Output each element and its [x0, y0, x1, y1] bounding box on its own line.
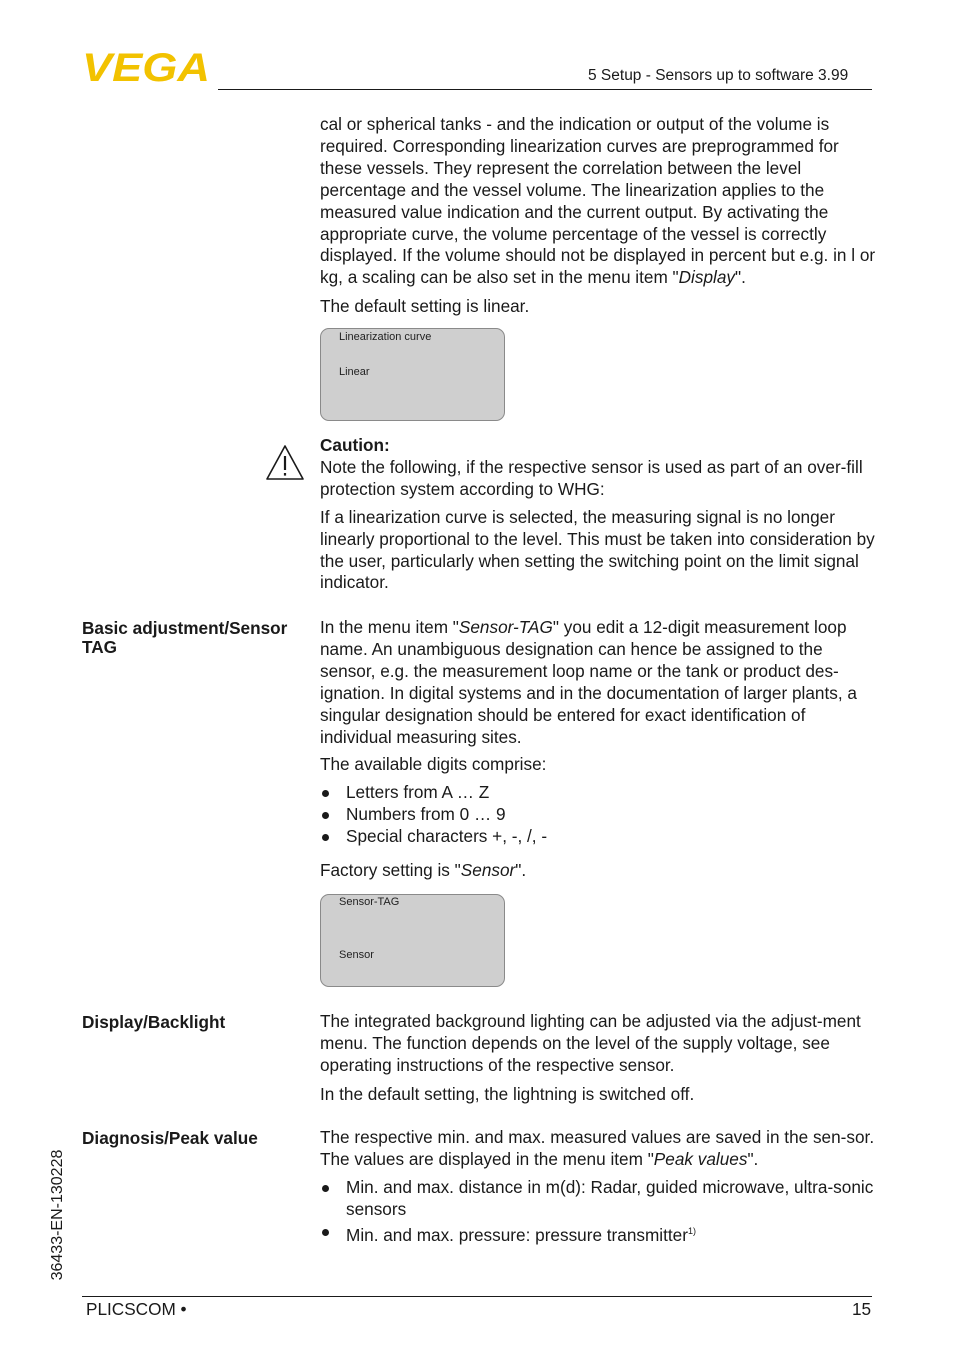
backlight-section	[320, 1011, 876, 1106]
display-value: Linear	[339, 366, 370, 378]
intro-paragraph: cal or spherical tanks - and the indication or output of the volume is required. Corresponding linearization curves are preprogrammed for these vessels. They represent the correlation between the level percentage and the vessel volume. The linearization applies to the measured value indication and the current output. By activating the appropriate curve, the volume percentage of the vessel is correctly displayed. If the volume should not be displayed in percent but e.g. in l or kg, a scaling can be also set in the menu item "Display".	[320, 114, 876, 288]
display-title: Sensor-TAG	[339, 896, 400, 908]
list-item: Min. and max. distance in m(d): Radar, guided microwave, ultra-sonic sensors	[320, 1177, 876, 1221]
linearization-display	[320, 328, 505, 421]
page-number: 15	[852, 1299, 872, 1319]
sensor-tag-heading: Basic adjustment/Sensor TAG	[82, 618, 288, 657]
document-number: 36433-EN-130228	[49, 1149, 66, 1281]
list-item: Numbers from 0 … 9	[320, 804, 876, 826]
peak-value-list	[320, 1177, 876, 1247]
peak-value-paragraph: The respective min. and max. measured values are saved in the sen-sor. The values are displayed in the menu item "Peak values".	[320, 1127, 875, 1169]
factory-setting-text: Factory setting is "Sensor".	[320, 860, 527, 881]
digits-intro: The available digits comprise:	[320, 754, 547, 775]
list-item: Letters from A … Z	[320, 782, 876, 804]
svg-text:VEGA: VEGA	[82, 50, 210, 84]
warning-triangle-icon	[265, 444, 305, 482]
section-title: 5 Setup - Sensors up to software 3.99	[588, 67, 849, 84]
list-item: Min. and max. pressure: pressure transmitter$^{1)}$	[320, 1221, 876, 1247]
default-setting-text: The default setting is linear.	[320, 296, 530, 317]
header-divider	[218, 89, 872, 90]
sensor-tag-display	[320, 894, 505, 987]
backlight-paragraph: The integrated background lighting can be adjusted via the adjust-ment menu. The function depends on the level of the supply voltage, see operating instructions of the respective sensor.	[320, 1011, 861, 1075]
footer-divider	[82, 1296, 872, 1297]
peak-value-section	[320, 1127, 876, 1247]
caution-heading: Caution:	[320, 435, 390, 455]
footnote-reference[interactable]: 1)	[687, 1225, 696, 1236]
backlight-default-text: In the default setting, the lightning is switched off.	[320, 1083, 695, 1104]
digits-list	[320, 782, 876, 848]
sensor-tag-section	[320, 617, 876, 882]
caution-paragraph-1: Note the following, if the respective sensor is used as part of an over-fill protection system according to WHG:	[320, 456, 863, 499]
display-title: Linearization curve	[339, 331, 432, 343]
list-item: Special characters +, -, /, -	[320, 826, 876, 848]
peak-value-heading: Diagnosis/Peak value	[82, 1128, 258, 1148]
product-name: PLICSCOM •	[86, 1299, 187, 1319]
intro-section	[320, 114, 876, 318]
display-value: Sensor	[339, 949, 374, 961]
caution-paragraph-2: If a linearization curve is selected, the measuring signal is no longer linearly proportional to the level. This must be taken into consideration by the user, particularly when setting the switching point on the limit signal indicator.	[320, 506, 875, 593]
caution-section	[320, 435, 876, 594]
sensor-tag-paragraph: In the menu item "Sensor-TAG" you edit a 12-digit measurement loop name. An unambiguous designation can hence be assigned to the sensor, e.g. the measurement loop name or the tank or product des-ignation. In digital systems and in the documentation of larger plants, a singular designation should be entered for exact identification of individual measuring sites.	[320, 617, 857, 747]
backlight-heading: Display/Backlight	[82, 1012, 226, 1032]
vega-logo	[82, 50, 212, 84]
